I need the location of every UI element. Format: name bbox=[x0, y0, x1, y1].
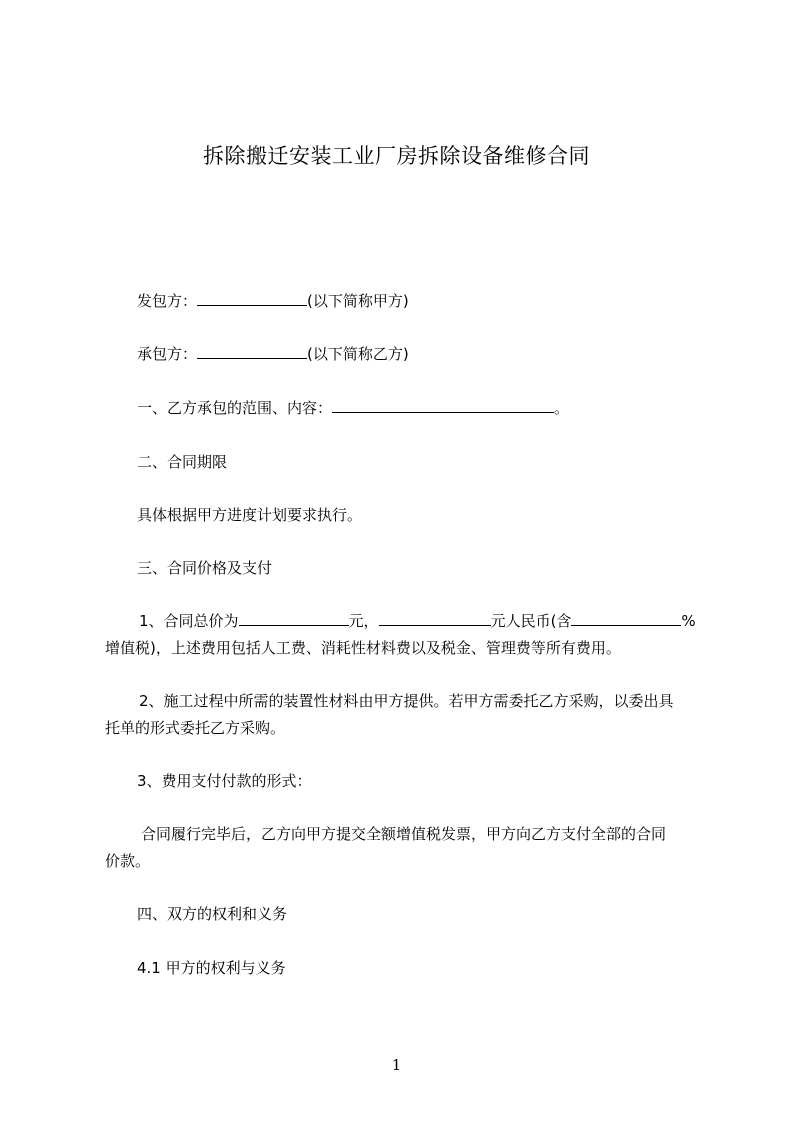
price-prefix: 1、合同总价为 bbox=[139, 612, 239, 630]
party-a-blank bbox=[197, 291, 307, 306]
payment-line-2: 价款。 bbox=[105, 852, 151, 870]
section1-end: 。 bbox=[554, 399, 570, 417]
material-line-2: 托单的形式委托乙方采购。 bbox=[105, 719, 286, 737]
party-a-label: 发包方： bbox=[137, 292, 198, 310]
section1-text: 一、乙方承包的范围、内容： bbox=[137, 399, 333, 417]
price-percent: % bbox=[681, 612, 696, 630]
document-title: 拆除搬迁安装工业厂房拆除设备维修合同 bbox=[203, 144, 590, 168]
section1-line bbox=[137, 398, 569, 418]
payment-heading: 3、费用支付付款的形式： bbox=[137, 772, 312, 790]
party-b-blank bbox=[197, 344, 307, 359]
section1-blank bbox=[332, 398, 554, 413]
payment-line-1: 合同履行完毕后，乙方向甲方提交全额增值税发票，甲方向乙方支付全部的合同 bbox=[141, 825, 667, 843]
page-number: 1 bbox=[391, 1056, 402, 1074]
section4-sub1: 4.1 甲方的权利与义务 bbox=[137, 959, 286, 977]
section2-heading: 二、合同期限 bbox=[137, 453, 228, 471]
price-unit-2: 元人民币(含 bbox=[490, 612, 572, 630]
price-line-2: 增值税)，上述费用包括人工费、消耗性材料费以及税金、管理费等所有费用。 bbox=[105, 639, 621, 657]
section2-body: 具体根据甲方进度计划要求执行。 bbox=[137, 506, 363, 524]
party-b-line bbox=[137, 344, 409, 364]
party-a-line bbox=[137, 291, 409, 311]
party-b-note: (以下简称乙方) bbox=[307, 345, 409, 363]
price-unit-1: 元， bbox=[348, 612, 379, 630]
party-b-label: 承包方： bbox=[137, 345, 198, 363]
section3-heading: 三、合同价格及支付 bbox=[137, 559, 273, 577]
rmb-price-blank bbox=[379, 611, 491, 626]
material-line-1: 2、施工过程中所需的装置性材料由甲方提供。若甲方需委托乙方采购，以委出具 bbox=[139, 692, 674, 710]
total-price-blank bbox=[239, 611, 349, 626]
price-line-1 bbox=[139, 611, 696, 631]
tax-rate-blank bbox=[571, 611, 681, 626]
section4-heading: 四、双方的权利和义务 bbox=[137, 905, 288, 923]
party-a-note: (以下简称甲方) bbox=[307, 292, 409, 310]
